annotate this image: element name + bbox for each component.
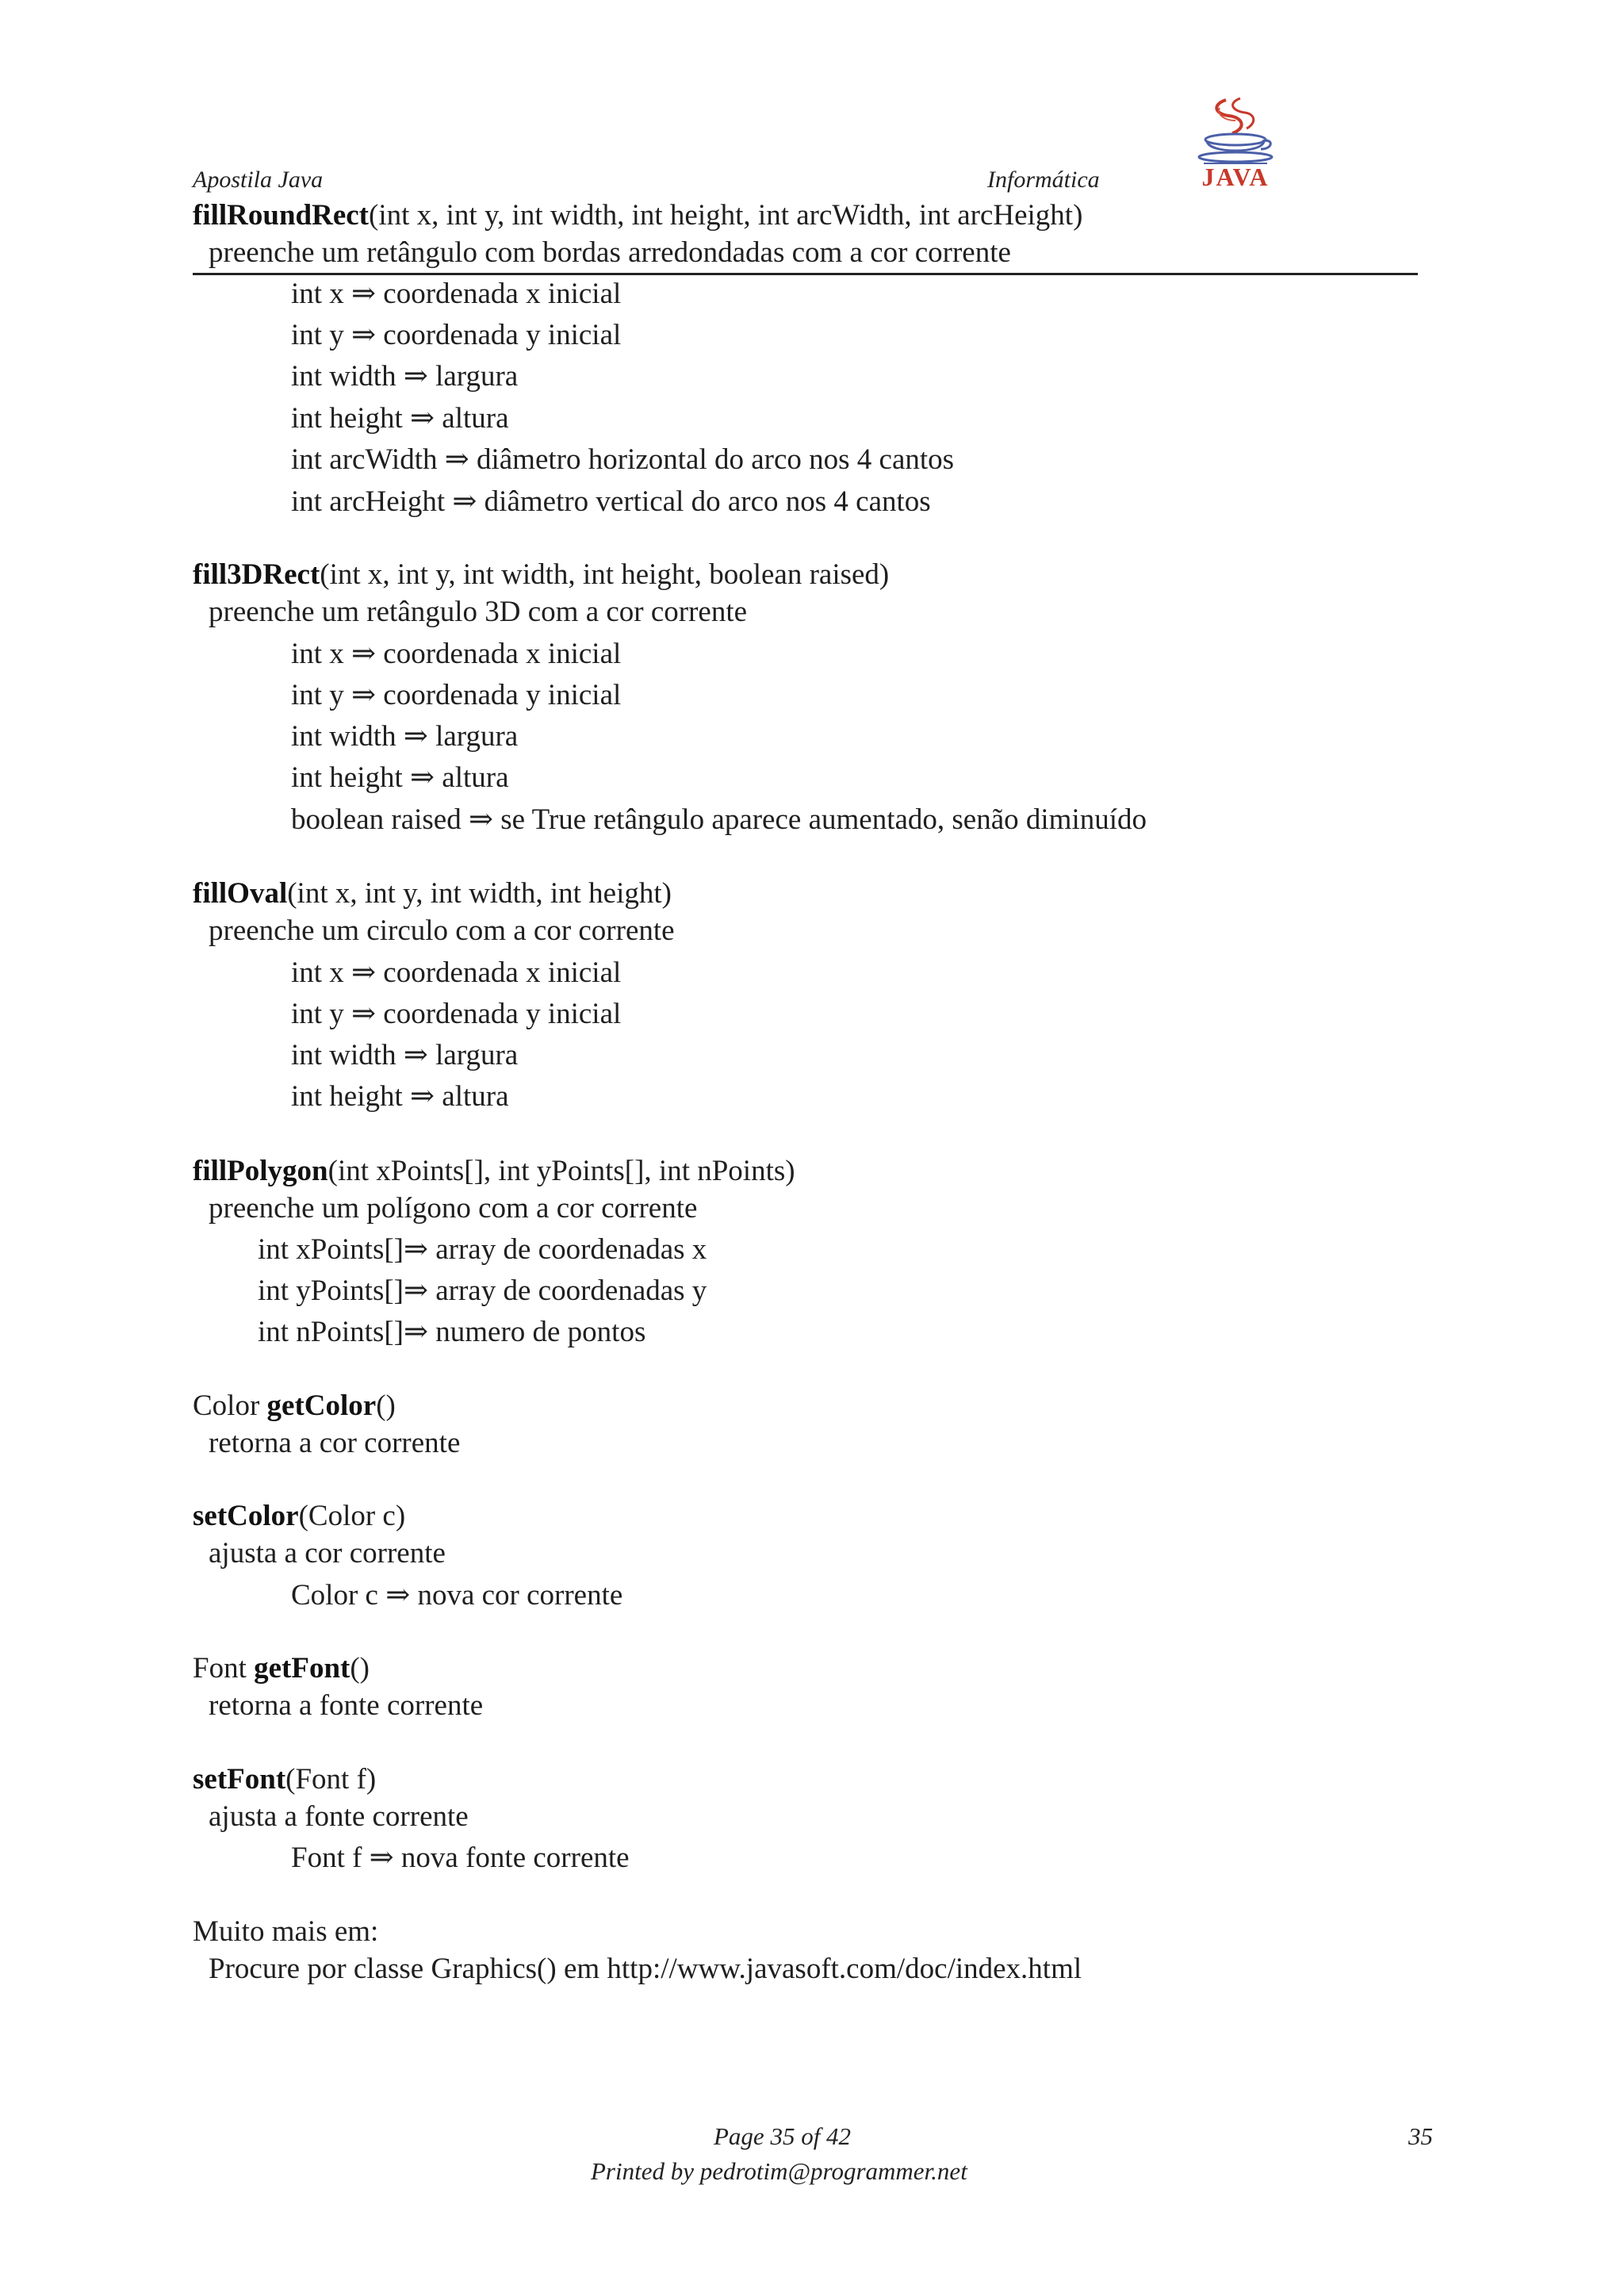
method-name: fillPolygon <box>193 1155 328 1187</box>
param-line: int height ⇒ altura <box>291 761 509 794</box>
method-description: retorna a cor corrente <box>209 1427 461 1459</box>
method-description: ajusta a cor corrente <box>209 1537 446 1570</box>
param-line: Font f ⇒ nova fonte corrente <box>291 1842 630 1874</box>
param-line: Color c ⇒ nova cor corrente <box>291 1579 623 1612</box>
param-line: int xPoints[]⇒ array de coordenadas x <box>258 1233 707 1266</box>
method-name: setFont <box>193 1763 286 1796</box>
method-name: getColor <box>266 1389 377 1422</box>
param-line: int nPoints[]⇒ numero de pontos <box>258 1316 646 1348</box>
method-description: preenche um retângulo 3D com a cor corrente <box>209 596 748 628</box>
param-line: int y ⇒ coordenada y inicial <box>291 679 622 711</box>
param-line: int width ⇒ largura <box>291 1039 519 1071</box>
param-line: int y ⇒ coordenada y inicial <box>291 319 622 351</box>
method-signature: fillOval(int x, int y, int width, int height) <box>193 877 672 910</box>
param-line: int height ⇒ altura <box>291 402 509 435</box>
param-line: int yPoints[]⇒ array de coordenadas y <box>258 1274 707 1307</box>
param-line: int y ⇒ coordenada y inicial <box>291 998 622 1030</box>
method-name: fillOval <box>193 877 288 910</box>
method-signature: Font getFont() <box>193 1652 370 1685</box>
method-description: preenche um retângulo com bordas arredondadas com a cor corrente <box>209 236 1011 269</box>
java-logo-text: JAVA <box>1201 163 1270 191</box>
method-signature: fill3DRect(int x, int y, int width, int height, boolean raised) <box>193 558 890 591</box>
param-line: int arcHeight ⇒ diâmetro vertical do arco nos 4 cantos <box>291 485 931 518</box>
param-line: int arcWidth ⇒ diâmetro horizontal do arco nos 4 cantos <box>291 443 955 476</box>
header-rule <box>193 273 1418 275</box>
footer-printed-by: Printed by pedrotim@programmer.net <box>591 2157 967 2185</box>
footer-page-number: 35 <box>1408 2122 1433 2150</box>
param-line: int width ⇒ largura <box>291 720 519 753</box>
method-signature: fillRoundRect(int x, int y, int width, int height, int arcWidth, int arcHeight) <box>193 199 1083 232</box>
method-signature: setFont(Font f) <box>193 1763 377 1796</box>
method-description: preenche um polígono com a cor corrente <box>209 1192 698 1225</box>
method-signature: fillPolygon(int xPoints[], int yPoints[], int nPoints) <box>193 1155 795 1187</box>
param-line: int x ⇒ coordenada x inicial <box>291 956 622 989</box>
param-line: int x ⇒ coordenada x inicial <box>291 278 622 310</box>
method-signature: Color getColor() <box>193 1389 396 1422</box>
method-name: setColor <box>193 1500 299 1532</box>
method-signature: setColor(Color c) <box>193 1500 406 1532</box>
method-name: fill3DRect <box>193 558 320 591</box>
method-description: preenche um circulo com a cor corrente <box>209 914 675 947</box>
more-info-text: Procure por classe Graphics() em http://www.javasoft.com/doc/index.html <box>209 1953 1082 1985</box>
java-logo-icon <box>1180 94 1291 192</box>
param-line: boolean raised ⇒ se True retângulo aparece aumentado, senão diminuído <box>291 803 1147 836</box>
param-line: int x ⇒ coordenada x inicial <box>291 638 622 670</box>
param-line: int width ⇒ largura <box>291 360 519 393</box>
method-description: ajusta a fonte corrente <box>209 1800 469 1833</box>
header-center-title: Informática <box>987 167 1100 193</box>
footer-page-indicator: Page 35 of 42 <box>714 2122 852 2150</box>
method-name: getFont <box>254 1652 350 1685</box>
method-description: retorna a fonte corrente <box>209 1689 484 1722</box>
header-left-title: Apostila Java <box>193 167 324 193</box>
param-line: int height ⇒ altura <box>291 1080 509 1113</box>
more-info-title: Muito mais em: <box>193 1915 379 1948</box>
method-name: fillRoundRect <box>193 199 369 232</box>
